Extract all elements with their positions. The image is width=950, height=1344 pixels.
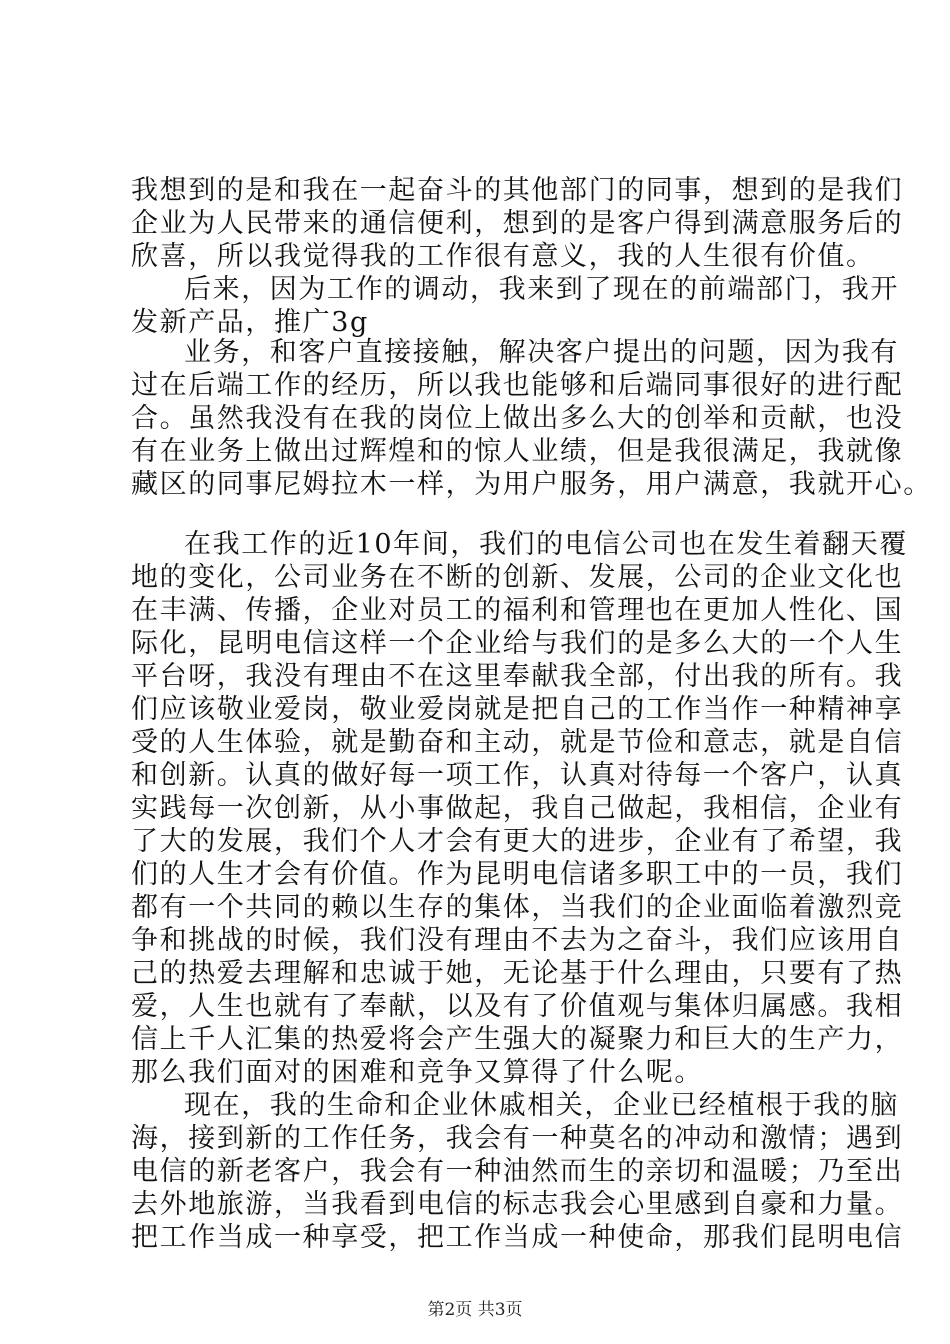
- text-line: 去外地旅游，当我看到电信的标志我会心里感到自豪和力量。: [131, 1189, 904, 1220]
- text-line: 们的人生才会有价值。作为昆明电信诸多职工中的一员，我们: [131, 859, 904, 890]
- text-line: 电信的新老客户，我会有一种油然而生的亲切和温暖；乃至出: [131, 1156, 904, 1187]
- text-line: 发新产品，推广3g: [131, 307, 369, 338]
- text-line: 在丰满、传播，企业对员工的福利和管理也在更加人性化、国: [131, 595, 904, 626]
- page-number-footer: 第2页 共3页: [427, 1300, 523, 1320]
- text-line: 和创新。认真的做好每一项工作，认真对待每一个客户，认真: [131, 760, 904, 791]
- text-line: 后来，因为工作的调动，我来到了现在的前端部门，我开: [184, 274, 899, 305]
- text-line: 欣喜，所以我觉得我的工作很有意义，我的人生很有价值。: [131, 241, 875, 272]
- text-line: 在我工作的近10年间，我们的电信公司也在发生着翻天覆: [184, 529, 908, 560]
- text-line: 都有一个共同的赖以生存的集体，当我们的企业面临着激烈竞: [131, 892, 904, 923]
- text-line: 把工作当成一种享受，把工作当成一种使命，那我们昆明电信: [131, 1222, 904, 1253]
- text-line: 海，接到新的工作任务，我会有一种莫名的冲动和激情；遇到: [131, 1123, 904, 1154]
- text-line: 我想到的是和我在一起奋斗的其他部门的同事，想到的是我们: [131, 175, 904, 206]
- text-line: 们应该敬业爱岗，敬业爱岗就是把自己的工作当作一种精神享: [131, 694, 904, 725]
- text-line: 有在业务上做出过辉煌和的惊人业绩，但是我很满足，我就像: [131, 436, 904, 467]
- text-line: 业务，和客户直接接触，解决客户提出的问题，因为我有: [184, 337, 899, 368]
- text-line: 平台呀，我没有理由不在这里奉献我全部，付出我的所有。我: [131, 661, 904, 692]
- text-line: 藏区的同事尼姆拉木一样，为用户服务，用户满意，我就开心。: [131, 469, 932, 500]
- text-line: 了大的发展，我们个人才会有更大的进步，企业有了希望，我: [131, 826, 904, 857]
- text-line: 合。虽然我没有在我的岗位上做出多么大的创举和贡献，也没: [131, 403, 904, 434]
- text-line: 企业为人民带来的通信便利，想到的是客户得到满意服务后的: [131, 208, 904, 239]
- text-line: 那么我们面对的困难和竞争又算得了什么呢。: [131, 1057, 703, 1088]
- text-line: 际化，昆明电信这样一个企业给与我们的是多么大的一个人生: [131, 628, 904, 659]
- text-line: 实践每一次创新，从小事做起，我自己做起，我相信，企业有: [131, 793, 904, 824]
- text-line: 现在，我的生命和企业休戚相关，企业已经植根于我的脑: [184, 1090, 899, 1121]
- text-line: 己的热爱去理解和忠诚于她，无论基于什么理由，只要有了热: [131, 958, 904, 989]
- text-line: 爱，人生也就有了奉献，以及有了价值观与集体归属感。我相: [131, 991, 904, 1022]
- text-line: 信上千人汇集的热爱将会产生强大的凝聚力和巨大的生产力，: [131, 1024, 904, 1055]
- text-line: 受的人生体验，就是勤奋和主动，就是节俭和意志，就是自信: [131, 727, 904, 758]
- text-line: 争和挑战的时候，我们没有理由不去为之奋斗，我们应该用自: [131, 925, 904, 956]
- text-line: 过在后端工作的经历，所以我也能够和后端同事很好的进行配: [131, 370, 904, 401]
- text-line: 地的变化，公司业务在不断的创新、发展，公司的企业文化也: [131, 562, 904, 593]
